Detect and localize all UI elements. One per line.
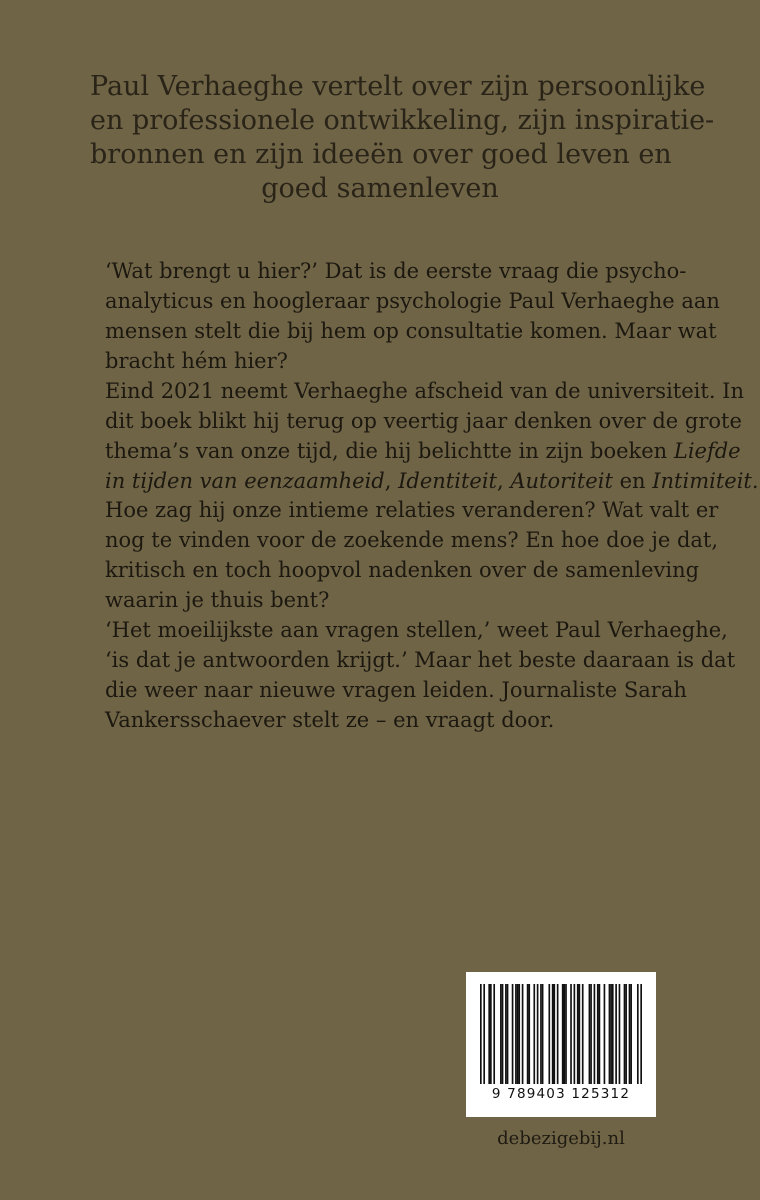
barcode-bar [579, 984, 581, 1084]
barcode-bar [582, 984, 584, 1084]
barcode-bar [594, 984, 596, 1084]
blurb-line: bracht hém hier? [105, 349, 288, 373]
tagline-line: goed samenleven [261, 173, 499, 204]
blurb-line: nog te vinden voor de zoekende mens? En hoe doe je dat, [105, 528, 719, 552]
book-title: Intimiteit. [652, 469, 759, 493]
barcode-bar [493, 984, 495, 1084]
blurb-paragraph-1 [105, 256, 759, 496]
barcode-bar [517, 984, 519, 1084]
barcode-bar [533, 984, 535, 1084]
book-title: Liefde [673, 439, 741, 463]
barcode-bar [562, 984, 564, 1084]
barcode-bar [615, 984, 617, 1084]
blurb-line: mensen stelt die bij hem op consultatie komen. Maar wat [105, 319, 717, 343]
barcode-bar [590, 984, 592, 1084]
barcode-bar [540, 984, 542, 1084]
blurb-line: ‘is dat je antwoorden krijgt.’ Maar het beste daaraan is dat [105, 648, 736, 672]
blurb-line: Eind 2021 neemt Verhaeghe afscheid van de universiteit. In [105, 379, 744, 403]
tagline-line: bronnen en zijn ideeën over goed leven en [90, 139, 672, 170]
blurb-line [105, 436, 741, 466]
barcode-bar [577, 984, 579, 1084]
separator: , [496, 469, 511, 493]
barcode-bar [619, 984, 621, 1084]
barcode-bar [527, 984, 529, 1084]
barcode-bar [610, 984, 612, 1084]
barcode-bar [630, 984, 632, 1084]
barcode-bar [502, 984, 504, 1084]
barcode-bars [480, 984, 642, 1084]
book-title: in tijden van eenzaamheid [105, 469, 385, 493]
barcode-bar [552, 984, 554, 1084]
book-title: Identiteit [398, 469, 497, 493]
barcode-bar [507, 984, 509, 1084]
blurb-paragraph-2 [105, 495, 736, 735]
tagline [90, 70, 715, 206]
barcode-bar [604, 984, 606, 1084]
barcode-bar [518, 984, 520, 1084]
blurb-line: ‘Wat brengt u hier?’ Dat is de eerste vraag die psycho- [105, 259, 687, 283]
barcode-bar [640, 984, 642, 1084]
barcode-bar [515, 984, 517, 1084]
barcode-bar [553, 984, 555, 1084]
barcode-bar [564, 984, 566, 1084]
barcode-bar [483, 984, 485, 1084]
tagline-line: en professionele ontwikkeling, zijn inspiratie- [90, 105, 715, 136]
barcode-bar [612, 984, 614, 1084]
blurb-line [105, 466, 759, 496]
blurb-line: Hoe zag hij onze intieme relaties veranderen? Wat valt er [105, 498, 719, 522]
barcode-bar [609, 984, 611, 1084]
barcode-bar [548, 984, 550, 1084]
barcode-bar [528, 984, 530, 1084]
barcode-bar [574, 984, 576, 1084]
book-title: Autoriteit [510, 469, 613, 493]
barcode-bar [637, 984, 639, 1084]
barcode-bar [512, 984, 514, 1084]
isbn-number: 9 789403 125312 [491, 1086, 631, 1102]
barcode-bar [488, 984, 490, 1084]
barcode-bar [490, 984, 492, 1084]
barcode-bar [624, 984, 626, 1084]
barcode-bar [522, 984, 524, 1084]
barcode-bar [597, 984, 599, 1084]
barcode-bar [599, 984, 601, 1084]
blurb-text: thema’s van onze tijd, die hij belichtte in zijn boeken [105, 439, 674, 463]
barcode-bar [500, 984, 502, 1084]
barcode-bar [625, 984, 627, 1084]
blurb-line: dit boek blikt hij terug op veertig jaar denken over de grote [105, 409, 742, 433]
blurb-line: Vankersschaever stelt ze – en vraagt door. [105, 708, 555, 732]
blurb-line: ‘Het moeilijkste aan vragen stellen,’ weet Paul Verhaeghe, [105, 618, 728, 642]
barcode-bar [557, 984, 559, 1084]
separator: , [384, 469, 399, 493]
barcode-bar [629, 984, 631, 1084]
blurb-line: kritisch en toch hoopvol nadenken over de samenleving [105, 558, 700, 582]
tagline-line: Paul Verhaeghe vertelt over zijn persoonlijke [90, 71, 706, 102]
barcode-bar [542, 984, 544, 1084]
barcode [466, 972, 656, 1117]
barcode-bar [565, 984, 567, 1084]
conjunction: en [612, 469, 653, 493]
blurb-line: die weer naar nieuwe vragen leiden. Journaliste Sarah [105, 678, 687, 702]
blurb-line: analyticus en hoogleraar psychologie Paul Verhaeghe aan [105, 289, 720, 313]
barcode-bar [570, 984, 572, 1084]
blurb-line: waarin je thuis bent? [105, 588, 330, 612]
barcode-bar [537, 984, 539, 1084]
barcode-bar [505, 984, 507, 1084]
barcode-bar [480, 984, 482, 1084]
publisher-website: debezigebij.nl [497, 1128, 625, 1149]
barcode-bar [589, 984, 591, 1084]
